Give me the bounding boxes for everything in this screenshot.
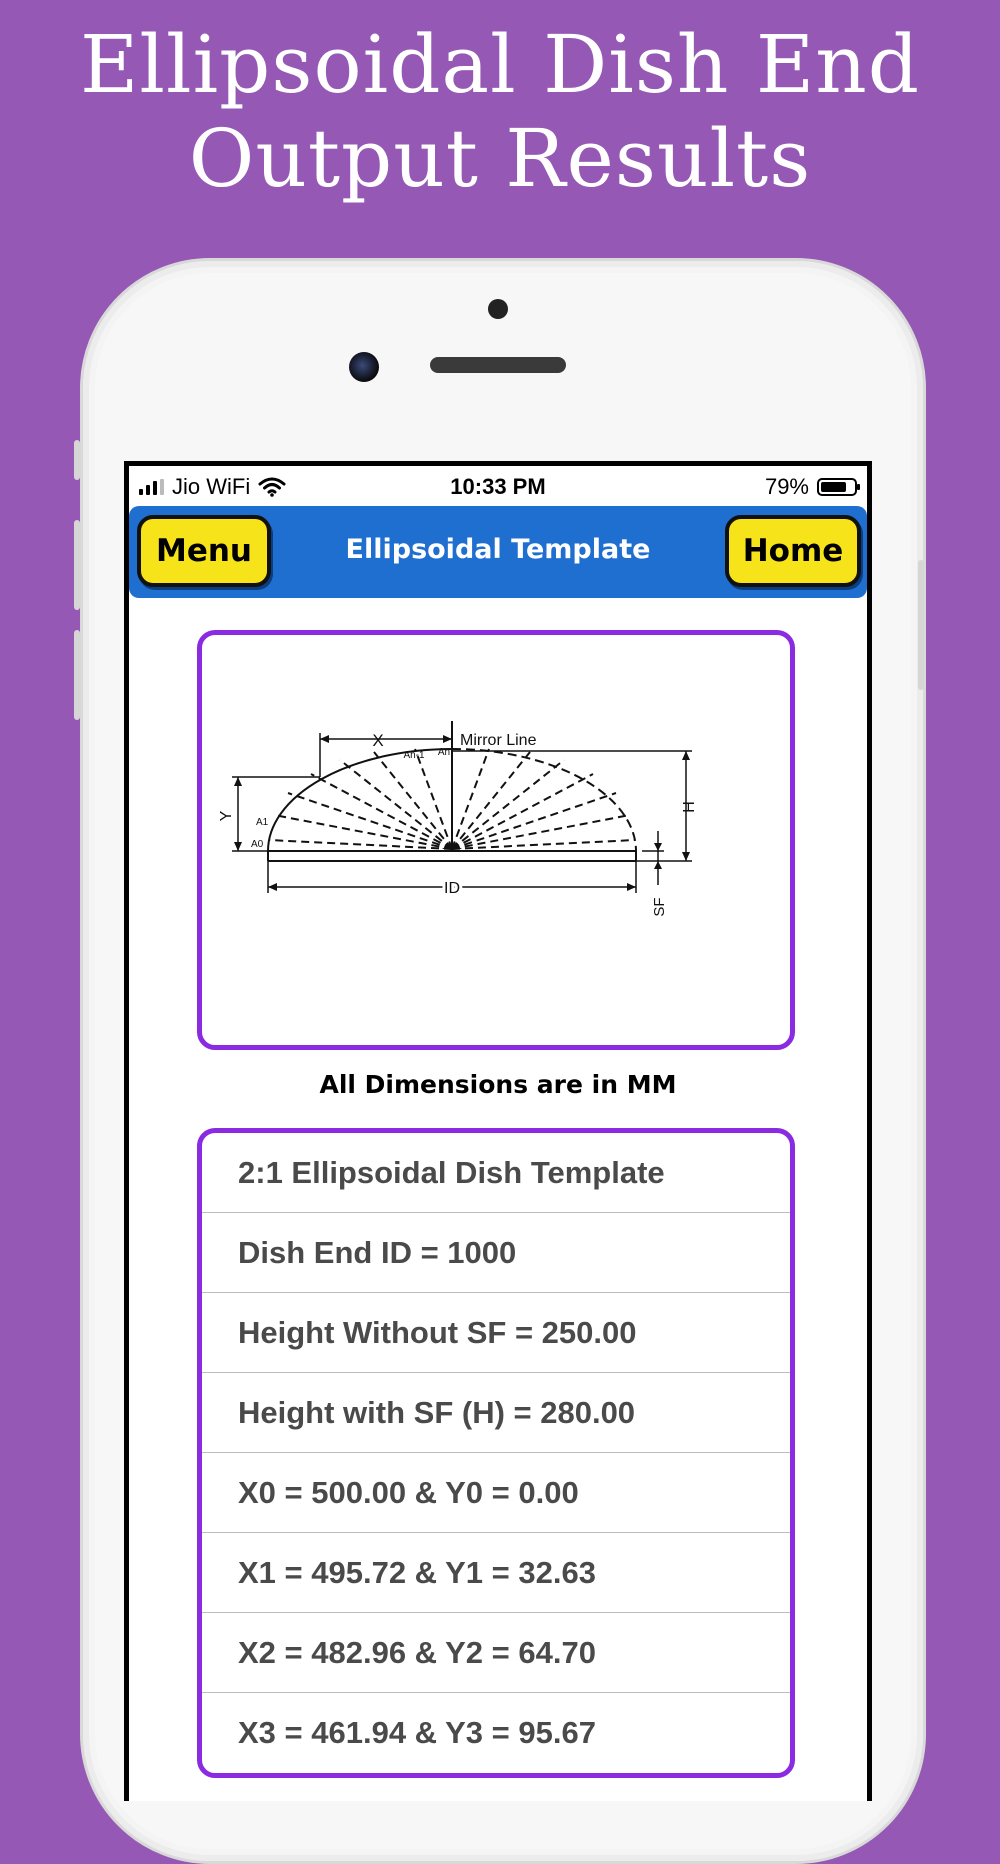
phone-screen — [124, 461, 872, 1801]
dish-end-diagram — [202, 635, 790, 1045]
front-camera — [349, 352, 379, 382]
result-row-title: 2:1 Ellipsoidal Dish Template — [202, 1133, 790, 1213]
result-row-height-with-sf: Height with SF (H) = 280.00 — [202, 1373, 790, 1453]
result-row-dish-id: Dish End ID = 1000 — [202, 1213, 790, 1293]
carrier-label: Jio WiFi — [172, 474, 251, 499]
results-list — [197, 1128, 795, 1778]
result-row-x0-y0: X0 = 500.00 & Y0 = 0.00 — [202, 1453, 790, 1533]
promo-title — [0, 18, 1000, 206]
earpiece-speaker — [430, 357, 566, 373]
label-sf: SF — [651, 897, 668, 917]
label-y: Y — [218, 810, 235, 822]
result-row-x3-y3: X3 = 461.94 & Y3 = 95.67 — [238, 1715, 596, 1750]
status-time: 10:33 PM — [450, 474, 546, 499]
label-a0: A0 — [251, 839, 264, 850]
result-row-x1-y1: X1 = 495.72 & Y1 = 32.63 — [202, 1533, 790, 1613]
units-note: All Dimensions are in MM — [319, 1070, 677, 1099]
battery-fill — [821, 482, 846, 492]
label-an-1: An-1 — [403, 750, 425, 761]
proximity-sensor — [488, 299, 508, 319]
promo-title-line1: Ellipsoidal Dish End — [80, 18, 920, 111]
battery-icon — [817, 478, 857, 496]
label-x: X — [372, 731, 384, 750]
phone-side-button — [74, 440, 80, 480]
menu-button[interactable]: Menu — [137, 515, 271, 587]
app-screen — [129, 466, 867, 1801]
phone-volume-down — [74, 630, 80, 720]
promo-title-line2: Output Results — [188, 112, 812, 205]
label-mirror-line: Mirror Line — [460, 732, 537, 749]
result-row-x2-y2: X2 = 482.96 & Y2 = 64.70 — [202, 1613, 790, 1693]
status-bar — [129, 466, 867, 506]
result-row-height-without-sf: Height Without SF = 250.00 — [202, 1293, 790, 1373]
phone-power-button — [918, 560, 924, 690]
phone-volume-up — [74, 520, 80, 610]
label-a1: A1 — [256, 817, 269, 828]
dish-diagram-card — [197, 630, 795, 1050]
status-right — [765, 474, 857, 500]
label-h: H — [681, 801, 698, 813]
label-id: ID — [444, 880, 460, 897]
nav-bar — [129, 506, 867, 598]
nav-title: Ellipsoidal Template — [345, 534, 651, 565]
label-an: An — [437, 747, 451, 758]
home-button[interactable]: Home — [725, 515, 861, 587]
battery-percent: 79% — [764, 474, 809, 499]
